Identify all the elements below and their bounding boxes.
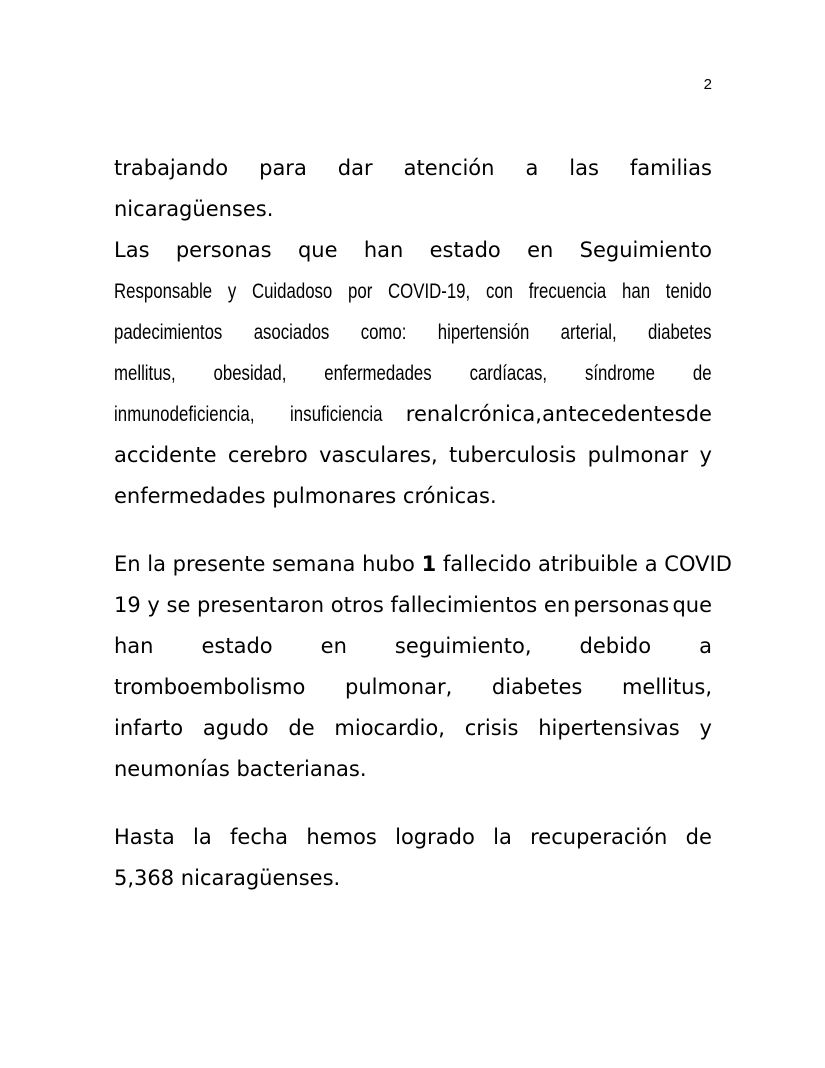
paragraph-1 [114,148,712,230]
text-line: tromboembolismo pulmonar, diabetes mellitus, [114,675,712,699]
text-line: Hasta la fecha hemos logrado la recuperación de [114,825,712,849]
text-line: Responsable y Cuidadoso por COVID-19, con frecuencia han tenido [114,280,712,303]
document-body [114,148,732,899]
text-line [114,858,712,899]
text-line: han estado en seguimiento, debido a [114,634,712,658]
paragraph-3 [114,544,732,790]
page-number: 2 [703,76,712,93]
paragraph-2 [114,230,712,517]
text-line: trabajando para dar atención a las familias [114,156,712,180]
text-line: accidente cerebro vasculares, tuberculosis pulmonar y [114,443,712,467]
text-line: 19 y se presentaron otros fallecimientos en personas que [114,593,712,617]
text-line: inmunodeficiencia, insuficiencia renal crónica, antecedentes de [114,402,712,426]
deaths-count: 1 [421,552,437,576]
text-line: mellitus, obesidad, enfermedades cardíacas, síndrome de [114,362,712,385]
text-line: enfermedades pulmonares crónicas. [114,484,497,508]
paragraph-4 [114,817,712,899]
text-line: En la presente semana hubo 1 fallecido atribuible a COVID [114,552,732,576]
text-line: padecimientos asociados como: hipertensión arterial, diabetes [114,321,712,344]
text-line: nicaragüenses. [114,197,274,221]
text-line: Las personas que han estado en Seguimiento [114,238,712,262]
text-line: infarto agudo de miocardio, crisis hipertensivas y [114,716,712,740]
recovered-count-line: 5,368 nicaragüenses. [114,866,341,890]
text-line: neumonías bacterianas. [114,757,367,781]
